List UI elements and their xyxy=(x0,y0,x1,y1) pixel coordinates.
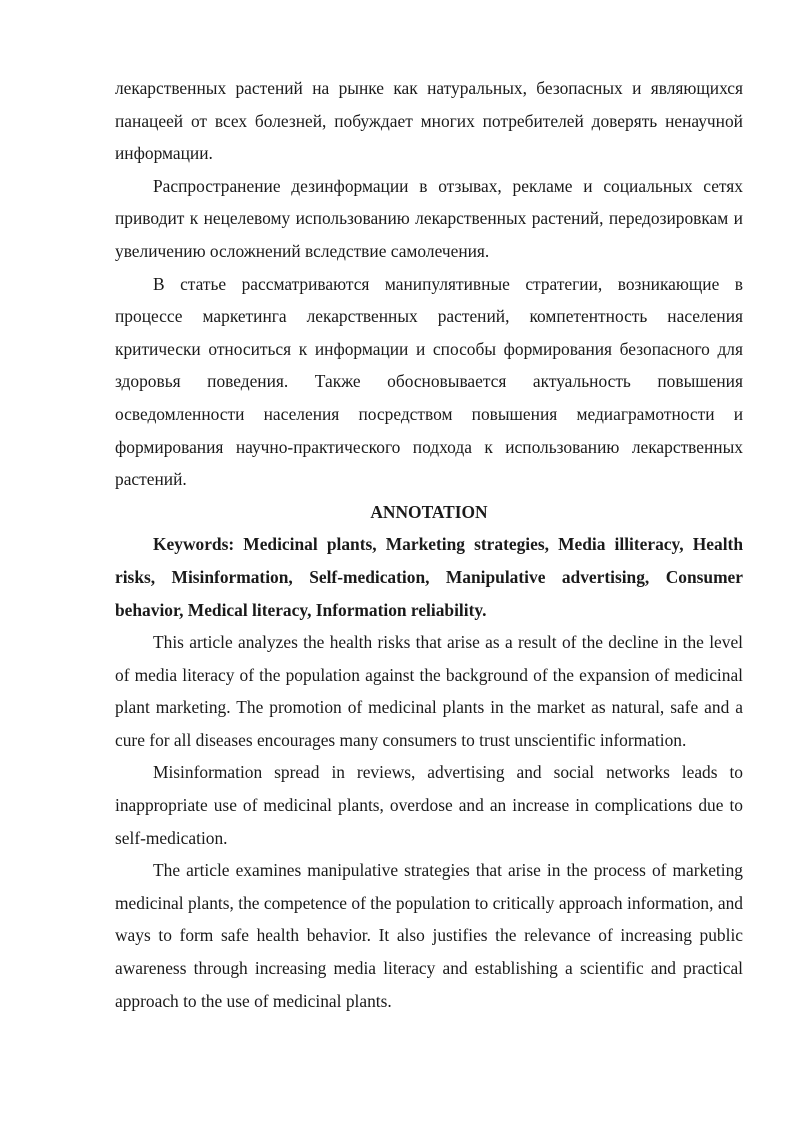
en-paragraph-misinformation: Misinformation spread in reviews, advertising and social networks leads to inappropriate use of medicinal plants, overdose and an increase in complications due to self-medication. xyxy=(115,762,743,848)
ru-paragraph-article-scope: В статье рассматриваются манипулятивные стратегии, возникающие в процессе маркетинга лекарственных растений, компетентность населения критически относиться к информации и способы формирования безопасного для здоровья поведения. Также обосновывается актуальность повышения осведомленности населения посредством повышения медиаграмотности и формирования научно-практического подхода к использованию лекарственных растений. xyxy=(115,273,743,490)
document-page xyxy=(115,72,743,1017)
ru-paragraph-misinformation: Распространение дезинформации в отзывах, рекламе и социальных сетях приводит к нецелевому использованию лекарственных растений, передозировкам и увеличению осложнений вследствие самолечения. xyxy=(115,175,743,261)
en-paragraph-article-scope: The article examines manipulative strategies that arise in the process of marketing medicinal plants, the competence of the population to critically approach information, and ways to form safe health behavior. It also justifies the relevance of increasing public awareness through increasing media literacy and establishing a scientific and practical approach to the use of medicinal plants. xyxy=(115,860,743,1011)
en-paragraph-analysis: This article analyzes the health risks that arise as a result of the decline in the level of media literacy of the population against the background of the expansion of medicinal plant marketing. The promotion of medicinal plants in the market as natural, safe and a cure for all diseases encourages many consumers to trust unscientific information. xyxy=(115,632,743,750)
annotation-heading: ANNOTATION xyxy=(370,501,488,522)
keywords-paragraph: Keywords: Medicinal plants, Marketing strategies, Media illiteracy, Health risks, Misinformation, Self-medication, Manipulative advertising, Consumer behavior, Medical literacy, Information reliability. xyxy=(115,534,743,620)
ru-paragraph-continuation: лекарственных растений на рынке как натуральных, безопасных и являющихся панацеей от всех болезней, побуждает многих потребителей доверять ненаучной информации. xyxy=(115,78,743,164)
